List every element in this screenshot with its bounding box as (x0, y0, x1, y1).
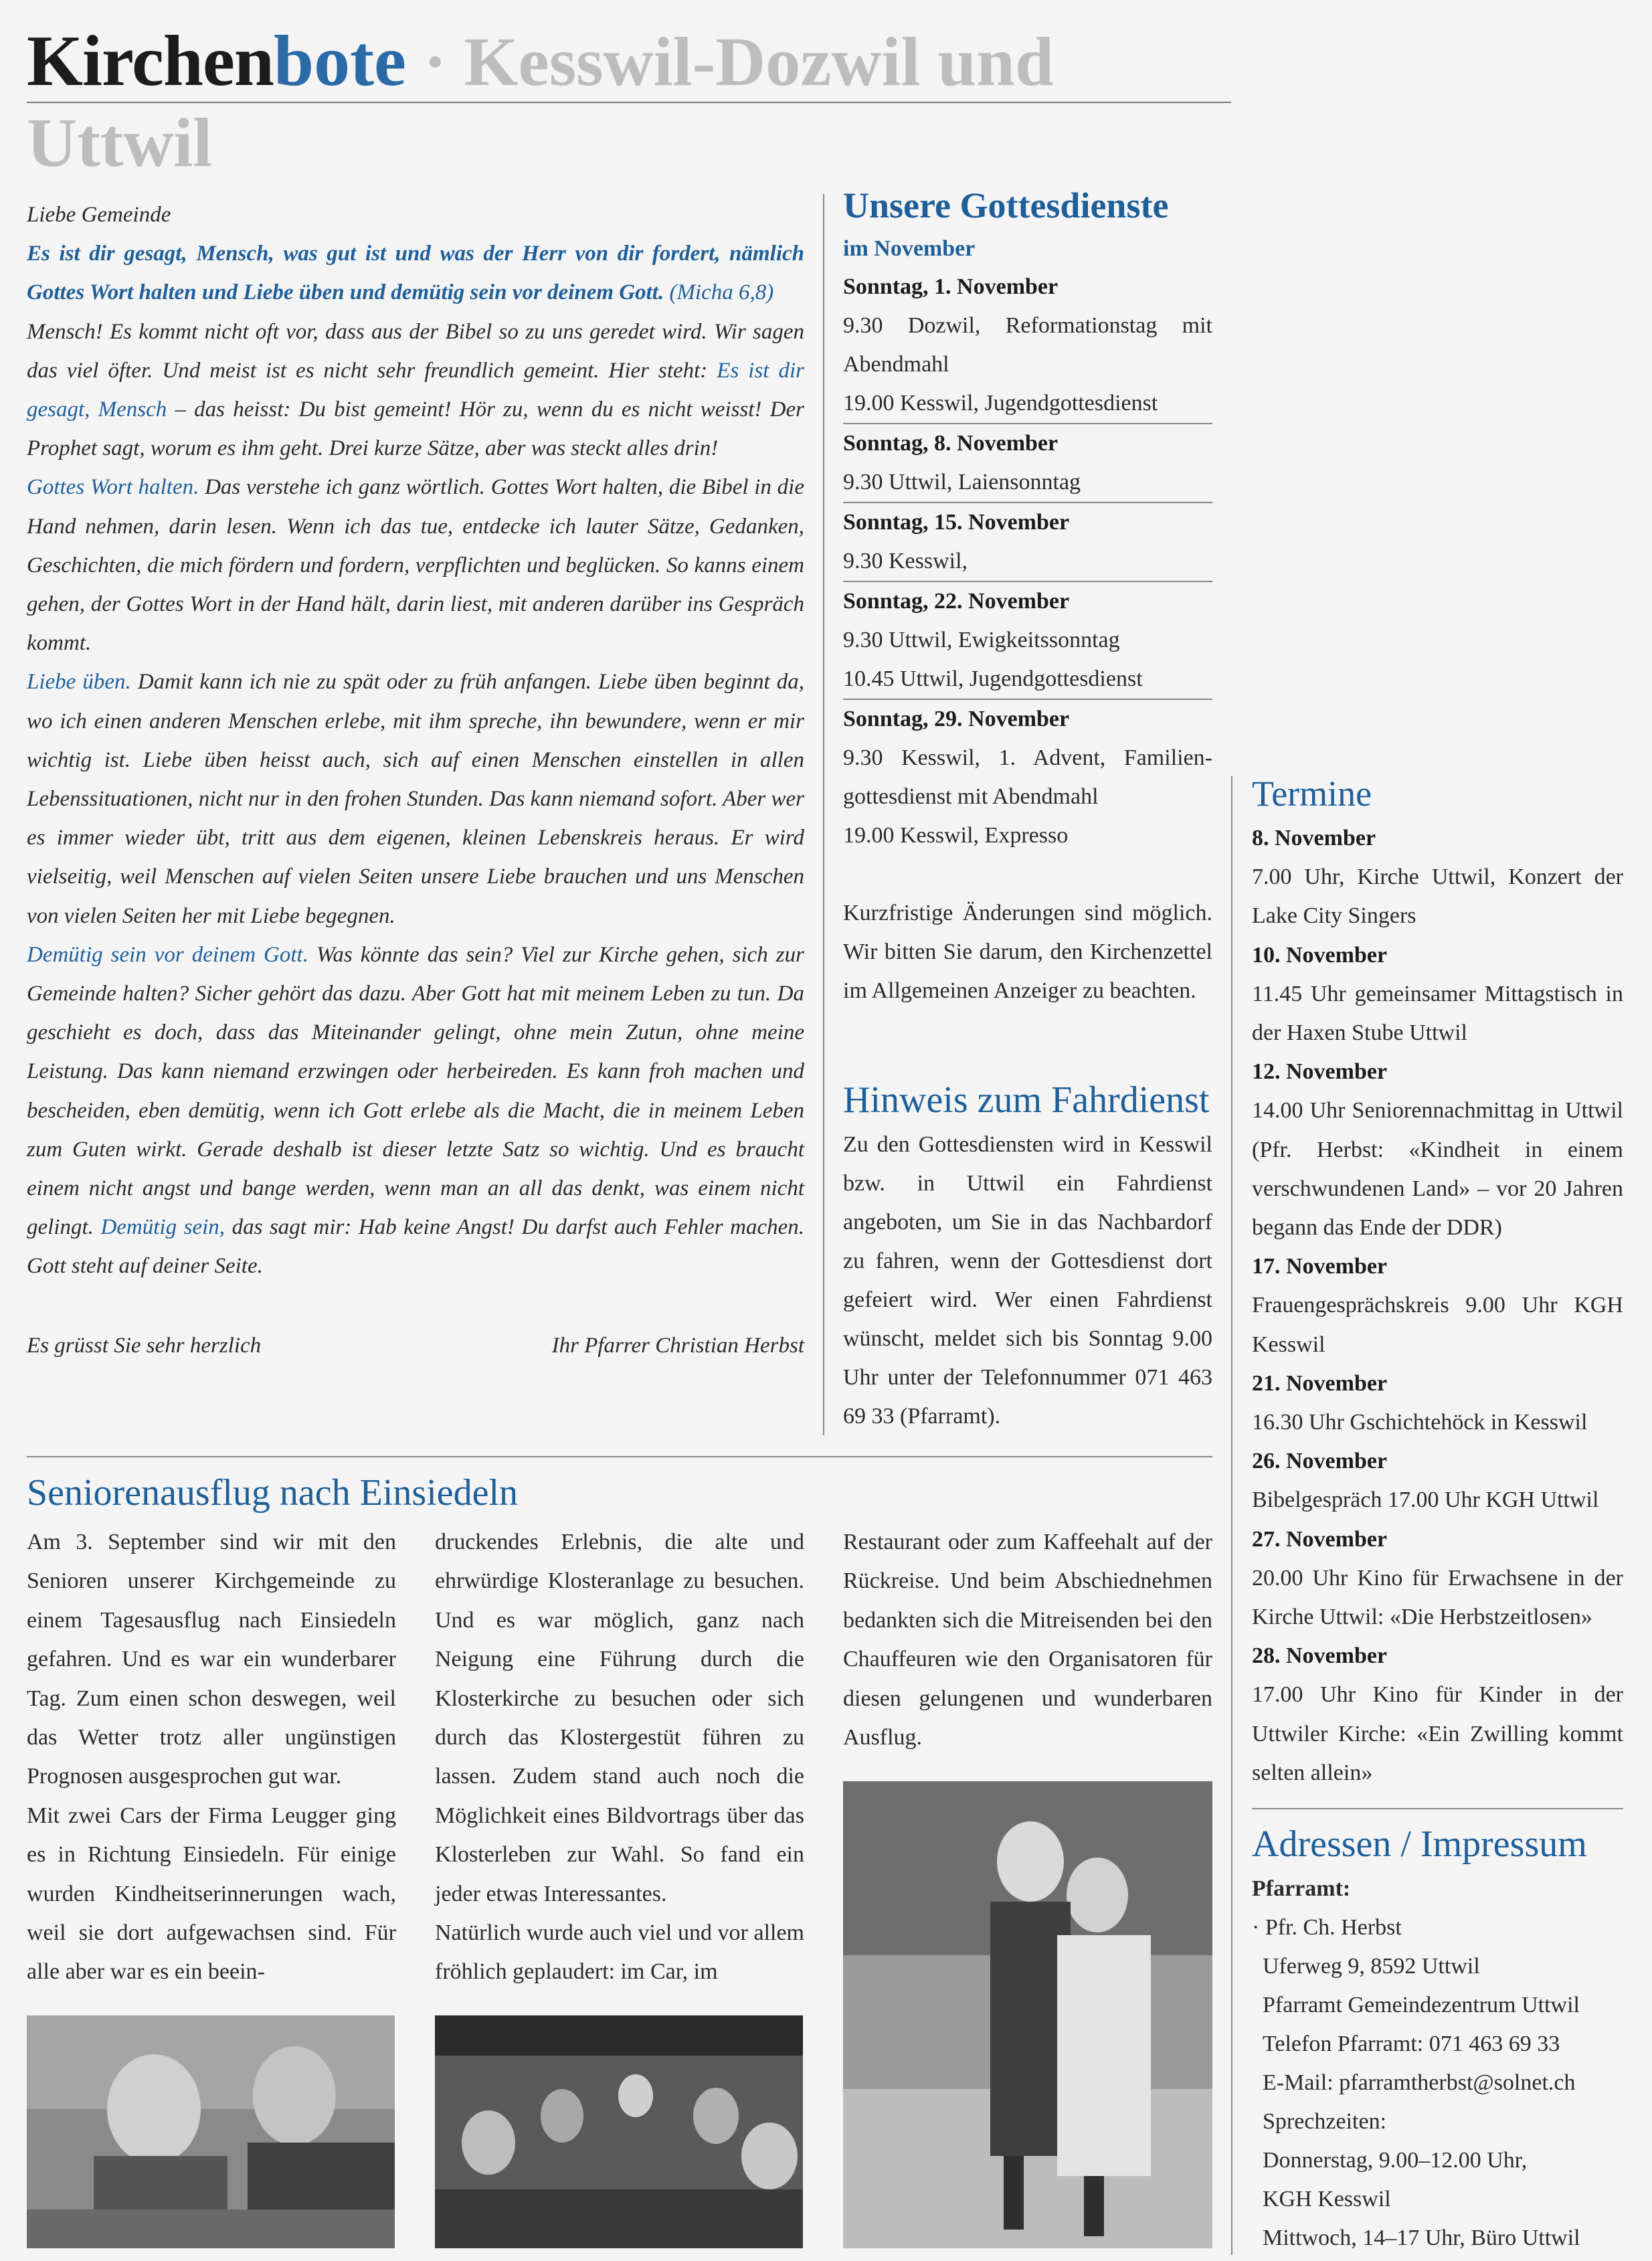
termin-description: Frauengesprächskreis 9.00 Uhr KGH Kesswil (1252, 1293, 1623, 1357)
service-day: Sonntag, 1. November (843, 274, 1059, 299)
photo-image (435, 2015, 803, 2248)
senioren-column-1 (27, 1523, 396, 1992)
service-entry: 19.00 Kesswil, Expresso (843, 823, 1069, 848)
address-line: Donnerstag, 9.00–12.00 Uhr, (1263, 2148, 1528, 2173)
address-line: Pfarramt Gemeindezentrum Uttwil (1263, 1993, 1580, 2017)
masthead (27, 20, 1231, 181)
services-section (843, 181, 1212, 1010)
termin-description: Bibelgespräch 17.00 Uhr KGH Uttwil (1252, 1487, 1599, 1513)
letter-paragraph (27, 662, 804, 935)
pastor-letter (27, 195, 804, 1365)
service-day: Sonntag, 8. November (843, 423, 1212, 463)
letter-paragraph (27, 935, 804, 1286)
senioren-title: Seniorenausflug nach Einsiedeln (27, 1472, 519, 1514)
termin-description: 14.00 Uhr Seniorennachmittag in Uttwil (Pfr. Herbst: «Kindheit in einem verschwundenen Land» – vor 20 Jahren begann das Ende der DDR) (1252, 1098, 1623, 1241)
service-entry: 9.30 Dozwil, Reformationstag mit Abendmahl (843, 313, 1212, 377)
fahrdienst-section (843, 1075, 1212, 1436)
masthead-rule (27, 102, 1231, 103)
letter-highlight: Gottes Wort halten. (27, 475, 199, 500)
letter-text: Mensch! Es kommt nicht oft vor, dass aus der Bibel so zu uns geredet wird. Wir sagen das viel öfter. Und meist ist es nicht sehr freundlich gemeint. Hier steht: (27, 319, 804, 383)
letter-highlight: Es ist dir gesagt, Mensch (27, 358, 804, 422)
service-entry: 10.45 Uttwil, Jugendgottesdienst (843, 666, 1143, 691)
services-title: Unsere Gottesdienste (843, 185, 1169, 225)
address-line: Telefon Pfarramt: 071 463 69 33 (1263, 2031, 1560, 2056)
services-list (843, 268, 1212, 855)
service-entry: 9.30 Kesswil, 1. Advent, Familien-gottesdienst mit Abendmahl (843, 745, 1212, 809)
adressen-lines (1252, 1947, 1623, 2258)
letter-closing: Es grüsst Sie sehr herzlich (27, 1333, 262, 1358)
letter-verse (27, 234, 804, 312)
senioren-paragraph: Am 3. September sind wir mit den Senioren unserer Kirchgemeinde zu einem Tagesausflug nach Einsiedeln gefahren. Und es war ein wunderbarer Tag. Zum einen schon deswegen, weil das Wetter trotz aller ungünstigen Prognosen ausgesprochen gut war. (27, 1530, 396, 1789)
service-entry: 9.30 Uttwil, Laiensonntag (843, 470, 1081, 494)
services-subtitle: im November (843, 236, 976, 261)
letter-greeting: Liebe Gemeinde (27, 203, 171, 227)
termin-date: 28. November (1252, 1643, 1388, 1669)
photo-image (843, 1781, 1212, 2248)
photo-image (27, 2015, 395, 2248)
masthead-subtitle: · Kesswil-Dozwil und Uttwil (27, 23, 1054, 181)
photo-two-women (843, 1781, 1212, 2248)
service-day: Sonntag, 15. November (843, 502, 1212, 542)
termine-title: Termine (1252, 774, 1372, 814)
termin-date: 10. November (1252, 942, 1388, 968)
termine-section (1252, 768, 1623, 1793)
masthead-part2: bote (274, 21, 406, 101)
letter-paragraph (27, 312, 804, 468)
adressen-section (1252, 1819, 1623, 2258)
termin-description: 17.00 Uhr Kino für Kinder in der Uttwiler Kirche: «Ein Zwilling kommt selten allein» (1252, 1682, 1623, 1785)
senioren-paragraph: druckendes Erlebnis, die alte und ehrwürdige Klosteranlage zu besuchen. Und es war möglich, ganz nach Neigung eine Führung durch die Klosterkirche zu besuchen oder sich durch das Klostergestüt führen zu lassen. Zudem stand auch noch die Möglichkeit eines Bildvortrags über das Klosterleben zur Wahl. So fand ein jeder etwas Interessantes. (435, 1530, 804, 1906)
address-line: Uferweg 9, 8592 Uttwil (1263, 1954, 1480, 1979)
senioren-column-3 (843, 1523, 1212, 1757)
termin-description: 16.30 Uhr Gschichtehöck in Kesswil (1252, 1410, 1588, 1435)
termin-date: 17. November (1252, 1254, 1388, 1279)
address-line: Mittwoch, 14–17 Uhr, Büro Uttwil (1263, 2226, 1580, 2250)
photo-seniors-table (27, 2015, 395, 2248)
letter-signoff (27, 1326, 804, 1365)
letter-highlight: Demütig sein, (100, 1215, 225, 1240)
photo-bus-interior (435, 2015, 803, 2248)
termin-date: 26. November (1252, 1449, 1388, 1474)
service-day: Sonntag, 22. November (843, 581, 1212, 621)
senioren-paragraph: Mit zwei Cars der Firma Leugger ging es in Richtung Einsiedeln. Für einige wurden Kindheitserinnerungen wach, weil sie dort aufgewachsen sind. Für alle aber war es ein beein- (27, 1803, 396, 1985)
adressen-title: Adressen / Impressum (1252, 1823, 1587, 1865)
letter-text: Das verstehe ich ganz wörtlich. Gottes Wort halten, die Bibel in die Hand nehmen, darin lesen. Wenn ich das tue, entdecke ich lauter Sätze, Gedanken, Geschichten, die mich fördern und fordern, verpflichten und beglücken. So kanns einem gehen, der Gottes Wort in der Hand hält, darin liest, mit anderen darüber ins Gespräch kommt. (27, 475, 804, 656)
termin-date: 21. November (1252, 1370, 1388, 1396)
fahrdienst-title: Hinweis zum Fahrdienst (843, 1079, 1210, 1121)
service-entry: 19.00 Kesswil, Jugendgottesdienst (843, 391, 1158, 416)
section-divider (1252, 1808, 1623, 1809)
termin-description: 11.45 Uhr gemeinsamer Mittagstisch in der Haxen Stube Uttwil (1252, 981, 1623, 1046)
termin-description: 7.00 Uhr, Kirche Uttwil, Konzert der Lake City Singers (1252, 865, 1623, 929)
letter-highlight: Demütig sein vor deinem Gott. (27, 942, 308, 967)
senioren-column-2 (435, 1523, 804, 1992)
service-entry: 9.30 Uttwil, Ewigkeitssonntag (843, 628, 1120, 652)
column-divider (823, 194, 824, 1435)
letter-text: das sagt mir: Hab keine Angst! Du darfst auch Fehler machen. Gott steht auf deiner Seite. (27, 1215, 804, 1279)
right-column-divider (1231, 776, 1232, 2255)
termin-date: 27. November (1252, 1526, 1388, 1552)
letter-text: Damit kann ich nie zu spät oder zu früh anfangen. Liebe üben beginnt da, wo ich einen anderen Menschen erlebe, mit ihm spreche, ihn bewundere, wenn er mir wichtig ist. Liebe üben heisst auch, sich auf einen Menschen einstellen in allen Lebenssituationen, nicht nur in den frohen Stunden. Das kann niemand sofort. Aber wer es immer wieder übt, tritt aus dem eigenen, kleinen Lebenskreis heraus. Er wird vielseitig, weil Menschen auf vielen Seiten unsere Liebe brauchen und uns Menschen von vielen Seiten her mit Liebe begegnen. (27, 670, 804, 928)
verse-reference: (Micha 6,8) (664, 280, 774, 305)
adressen-name: · Pfr. Ch. Herbst (1252, 1915, 1402, 1940)
masthead-part1: Kirchen (27, 21, 274, 101)
letter-paragraph (27, 468, 804, 662)
bible-verse: Es ist dir gesagt, Mensch, was gut ist und was der Herr von dir fordert, nämlich Gottes Wort halten und Liebe üben und demütig sein vor deinem Gott. (27, 242, 804, 305)
senioren-paragraph: Natürlich wurde auch viel und vor allem fröhlich geplaudert: im Car, im (435, 1920, 804, 1985)
services-note: Kurzfristige Änderungen sind möglich. Wir bitten Sie darum, den Kirchenzettel im Allgemeinen Anzeiger zu beachten. (843, 901, 1212, 1003)
termin-date: 8. November (1252, 826, 1376, 850)
letter-signature: Ihr Pfarrer Christian Herbst (551, 1333, 804, 1358)
letter-text: – das heisst: Du bist gemeint! Hör zu, wenn du es nicht weisst! Der Prophet sagt, worum es ihm geht. Drei kurze Sätze, aber was steckt alles drin! (27, 397, 804, 461)
fahrdienst-text: Zu den Gottesdiensten wird in Kesswil bzw. in Uttwil ein Fahrdienst angeboten, um Sie in das Nachbardorf zu fahren, wenn der Gottesdienst dort gefeiert wird. Wer einen Fahrdienst wünscht, meldet sich bis Sonntag 9.00 Uhr unter der Telefonnummer 071 463 69 33 (Pfarramt). (843, 1132, 1212, 1429)
service-entry: 9.30 Kesswil, (843, 549, 968, 573)
service-day: Sonntag, 29. November (843, 699, 1212, 739)
senioren-paragraph: Restaurant oder zum Kaffeehalt auf der Rückreise. Und beim Abschiednehmen bedankten sich die Mitreisenden bei den Chauffeuren wie den Organisatoren für diesen gelungenen und wunderbaren Ausflug. (843, 1530, 1212, 1750)
termin-date: 12. November (1252, 1059, 1388, 1085)
section-divider (27, 1456, 1212, 1457)
adressen-heading: Pfarramt: (1252, 1876, 1351, 1901)
address-line: KGH Kesswil (1263, 2187, 1391, 2211)
termin-description: 20.00 Uhr Kino für Erwachsene in der Kirche Uttwil: «Die Herbstzeitlosen» (1252, 1565, 1623, 1630)
letter-text: Was könnte das sein? Viel zur Kirche gehen, sich zur Gemeinde halten? Sicher gehört das dazu. Aber Gott hat mit meinem Leben zu tun. Da geschieht es doch, dass das Miteinander gelingt, ohne mein Zutun, ohne meine Leistung. Das kann niemand erzwingen oder herbeireden. Es kann froh machen und bescheiden, eben demütig, wenn ich Gott erlebe als die Macht, die in meinem Leben zum Guten wirkt. Gerade deshalb ist dieser letzte Satz so wichtig. Und es braucht einem nicht angst und bange werden, wenn man an all das denkt, was einem nicht gelingt. (27, 942, 804, 1240)
address-line: Sprechzeiten: (1263, 2109, 1387, 2134)
letter-highlight: Liebe üben. (27, 670, 131, 695)
termine-list (1252, 819, 1623, 1793)
address-line: E-Mail: pfarramtherbst@solnet.ch (1263, 2070, 1576, 2095)
